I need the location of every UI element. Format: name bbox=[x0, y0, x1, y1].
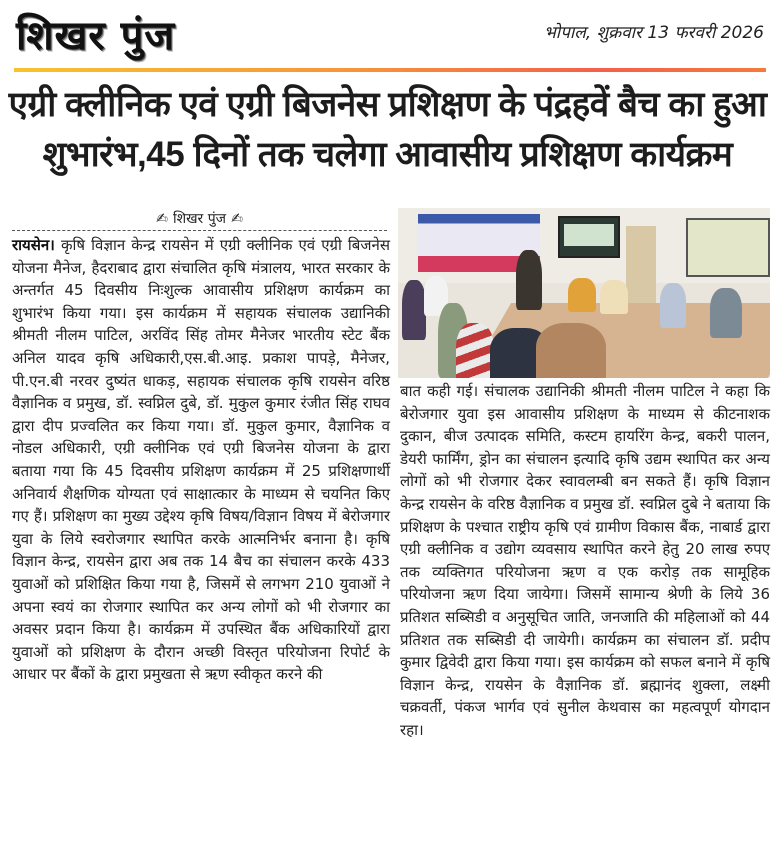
article-body-right: बात कही गई। संचालक उद्यानिकी श्रीमती नीलम पाटिल ने कहा कि बेरोजगार युवा इस आवासीय प्रशिक्षण के माध्यम से कीटनाशक दुकान, बीज उत्पादक समिति, कस्टम हायरिंग केन्द्र, बकरी पालन, डेयरी फार्मिंग, ड्रोन का संचालन इत्यादि कृषि उद्यम स्थापित कर अन्य लोगों को भी रोजगार देकर स्वावलम्बी बन सकते हैं। कृषि विज्ञान केन्द्र रायसेन के वरिष्ठ वैज्ञानिक व प्रमुख डॉ. स्वप्निल दुबे ने बताया कि प्रशिक्षण के पश्चात राष्ट्रीय कृषि एवं ग्रामीण विकास बैंक, नाबार्ड द्वारा एग्री क्लीनिक व उद्योग व्यवसाय स्थापित करने हेतु 20 लाख रुपए तक व्यक्तिगत परियोजना ऋण व एक करोड़ तक सामूहिक परियोजना ऋण दिया जायेगा। जिसमें सामान्य श्रेणी के लिये 36 प्रतिशत सब्सिडी व अनुसूचित जाति, जनजाति की महिलाओं को 44 प्रतिशत तक सब्सिडी दी जायेगी। कार्यक्रम का संचालन डॉ. प्रदीप कुमार द्विवेदी द्वारा किया गया। इस कार्यक्रम को सफल बनाने में कृषि विज्ञान केन्द्र, रायसेन के वैज्ञानिक डॉ. ब्रह्मानंद शुक्ला, लक्ष्मी चक्रवर्ती, पंकज भार्गव एवं सुनील केथवास का महत्वपूर्ण योगदान रहा। bbox=[400, 382, 770, 739]
masthead-divider bbox=[14, 68, 766, 72]
article-column-right bbox=[400, 380, 770, 742]
photo-person bbox=[660, 283, 686, 328]
article-headline bbox=[0, 80, 775, 180]
photo-door bbox=[626, 226, 656, 306]
photo-person bbox=[516, 250, 542, 310]
dateline: भोपाल, शुक्रवार 13 फरवरी 2026 bbox=[543, 23, 764, 43]
placeline: रायसेन। bbox=[12, 236, 55, 254]
photo-person bbox=[536, 323, 606, 378]
pen-nib-icon: ✍ bbox=[231, 211, 243, 227]
article-photo bbox=[398, 208, 770, 378]
article-body-left: कृषि विज्ञान केन्द्र रायसेन में एग्री क्लीनिक एवं एग्री बिजनेस योजना मैनेज, हैदराबाद द्वारा संचालित कृषि मंत्रालय, भारत सरकार के अन्तर्गत 45 दिवसीय निःशुल्क आवासीय प्रशिक्षण कार्यक्रम का शुभारंभ किया गया। इस कार्यक्रम में सहायक संचालक उद्यानिकी श्रीमती नीलम पाटिल, अरविंद सिंह तोमर मैनेजर भारतीय स्टेट बैंक अनिल यादव कृषि अधिकारी,एस.बी.आइ. प्रकाश पापड़े, मैनेजर, पी.एन.बी नरवर दुष्यंत धाकड़, सहायक संचालक कृषि रायसेन वरिष्ठ वैज्ञानिक व प्रमुख, डॉ. स्वप्निल दुबे, डॉ. मुकुल कुमार रंजीत सिंह राघव द्वारा दीप प्रज्वलित कर किया गया। डॉ. मुकुल कुमार, वैज्ञानिक व नोडल अधिकारी, एग्री क्लीनिक एवं एग्री बिजनेस योजना के द्वारा बताया गया कि 45 दिवसीय प्रशिक्षण कार्यक्रम में 25 प्रशिक्षणार्थी अनिवार्य शैक्षणिक योग्यता एवं साक्षात्कार के माध्यम से चयनित किए गए हैं। प्रशिक्षण का मुख्य उद्देश्य कृषि विषय/विज्ञान विषय में बेरोजगार युवा के लिये स्वरोजगार स्थापित करके आत्मनिर्भर बनाना है। कृषि विज्ञान केन्द्र, रायसेन द्वारा अब तक 14 बैच का संचालन करके 433 युवाओं को प्रशिक्षित किया गया है, जिसमें से लगभग 210 युवाओं ने अपना स्वयं का रोजगार स्थापित कर अन्य लोगों को भी रोजगार का अवसर प्रदान किया है। कार्यक्रम में उपस्थित बैंक अधिकारियों द्वारा युवाओं को प्रशिक्षण के दौरान अच्छी विस्तृत परियोजना रिपोर्ट के आधार पर बैंकों के द्वारा प्रमुखता से ऋण स्वीकृत करने की bbox=[12, 236, 390, 684]
byline bbox=[12, 208, 387, 231]
byline-text: शिखर पुंज bbox=[172, 211, 227, 227]
masthead bbox=[14, 6, 764, 76]
photo-person bbox=[568, 278, 596, 312]
article-column-left bbox=[12, 234, 390, 686]
photo-screen bbox=[558, 216, 620, 258]
photo-poster-board bbox=[686, 218, 770, 277]
photo-person bbox=[710, 288, 742, 338]
headline-line-2: शुभारंभ,45 दिनों तक चलेगा आवासीय प्रशिक्षण कार्यक्रम bbox=[42, 135, 733, 174]
photo-person bbox=[600, 280, 628, 314]
pen-nib-icon: ✍ bbox=[156, 211, 168, 227]
newspaper-logo: शिखर पुंज bbox=[16, 12, 175, 59]
headline-line-1: एग्री क्लीनिक एवं एग्री बिजनेस प्रशिक्षण के पंद्रहवें बैच का हुआ bbox=[8, 85, 767, 124]
photo-person bbox=[456, 323, 494, 378]
photo-person bbox=[402, 280, 426, 340]
